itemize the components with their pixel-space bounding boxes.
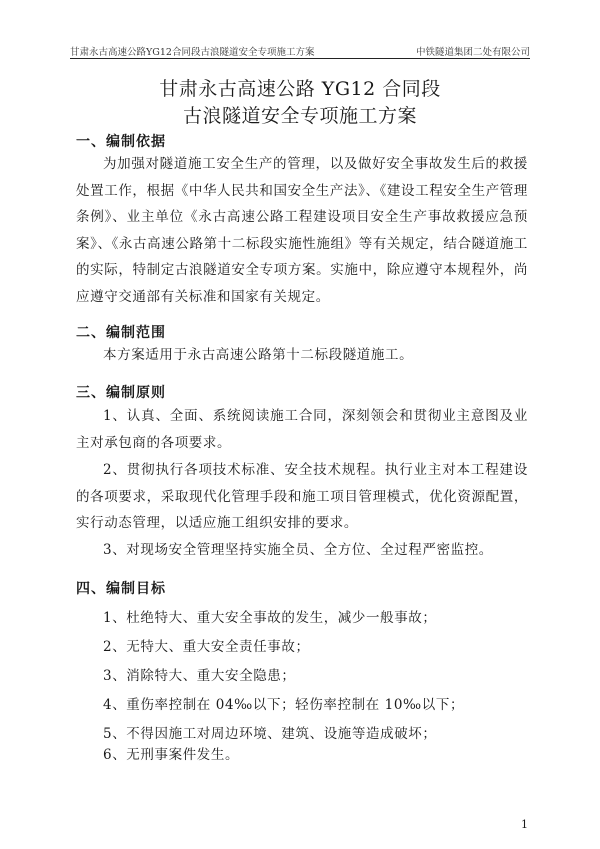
section-heading-goals: 四、编制目标 (76, 581, 166, 597)
header-left-text: 甘肃永古高速公路YG12合同段古浪隧道安全专项施工方案 (70, 47, 315, 58)
goal-item-5: 5、不得因施工对周边环境、建筑、设施等造成破坏； (103, 726, 437, 742)
basis-paragraph: 为加强对隧道施工安全生产的管理，以及做好安全事故发生后的救援处置工作，根据《中华人民共和国安全生产法》、《建设工程安全生产管理条例》、业主单位《永古高速公路工程建设项目安全生产事故救援应急预案》、《永古高速公路第十二标段实施性施组》等有关规定，结合隧道施工的实际，特制定古浪隧道安全专项方案。实施中，除应遵守本规程外，尚应遵守交通部有关标准和国家有关规定。 (76, 156, 528, 305)
goal-item-6: 6、无刑事案件发生。 (103, 747, 240, 763)
scope-paragraph: 本方案适用于永古高速公路第十二标段隧道施工。 (103, 347, 414, 363)
principle-item-1: 1、认真、全面、系统阅读施工合同，深刻领会和贯彻业主意图及业主对承包商的各项要求。 (76, 408, 528, 451)
header-right-text: 中铁隧道集团二处有限公司 (415, 47, 530, 58)
goal-item-3: 3、消除特大、重大安全隐患； (103, 668, 296, 684)
section-heading-scope: 二、编制范围 (76, 325, 166, 341)
section-heading-principles: 三、编制原则 (76, 385, 166, 401)
principle-item-2: 2、贯彻执行各项技术标准、安全技术规程。执行业主对本工程建设的各项要求，采取现代化管理手段和施工项目管理模式，优化资源配置，实行动态管理，以适应施工组织安排的要求。 (76, 462, 528, 531)
header-divider (70, 58, 530, 59)
running-header (70, 40, 530, 58)
document-title-line-1: 甘肃永古高速公路 YG12 合同段 (159, 78, 441, 100)
document-title-line-2: 古浪隧道安全专项施工方案 (182, 105, 417, 127)
principle-item-3: 3、对现场安全管理坚持实施全员、全方位、全过程严密监控。 (103, 542, 493, 558)
goal-item-4: 4、重伤率控制在 04‰以下；轻伤率控制在 10‰以下； (103, 697, 465, 713)
page-number: 1 (521, 818, 528, 831)
goal-item-1: 1、杜绝特大、重大安全事故的发生，减少一般事故； (103, 610, 437, 626)
goal-item-2: 2、无特大、重大安全责任事故； (103, 639, 310, 655)
section-heading-basis: 一、编制依据 (76, 134, 166, 150)
